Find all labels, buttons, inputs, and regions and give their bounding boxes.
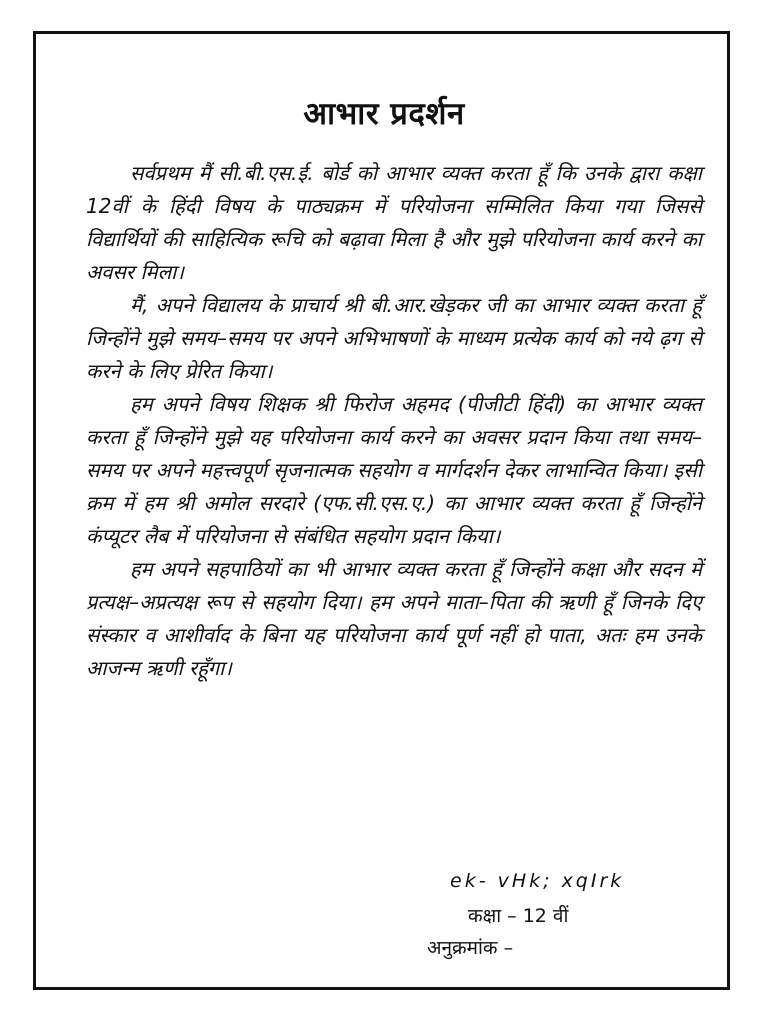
paragraph-3: हम अपने विषय शिक्षक श्री फिरोज अहमद (पीजीटी हिंदी) का आभार व्यक्त करता हूँ जिन्होंने मुझे यह परियोजना कार्य करने का अवसर प्रदान किया तथा समय–समय पर अपने महत्त्वपूर्ण सृजनात्मक सहयोग व मार्गदर्शन देकर लाभान्वित किया। इसी क्रम में हम श्री अमोल सरदारे (एफ.सी.एस.ए.) का आभार व्यक्त करता हूँ जिन्होंने कंप्यूटर लैब में परियोजना से संबंधित सहयोग प्रदान किया। bbox=[86, 392, 702, 548]
signature-name: ek- vHk; xqIrk bbox=[450, 870, 625, 892]
page-title: आभार प्रदर्शन bbox=[303, 96, 465, 132]
signature-class: कक्षा – 12 वीं bbox=[468, 905, 569, 927]
acknowledgement-body bbox=[86, 157, 702, 685]
signature-roll-number: अनुक्रमांक – bbox=[427, 937, 514, 959]
paragraph-2: मैं, अपने विद्यालय के प्राचार्य श्री बी.आर.खेड़कर जी का आभार व्यक्त करता हूँ जिन्होंने मुझे समय–समय पर अपने अभिभाषणों के माध्यम प्रत्येक कार्य को नये ढ़ग से करने के लिए प्रेरित किया। bbox=[86, 293, 702, 383]
paragraph-4: हम अपने सहपाठियों का भी आभार व्यक्त करता हूँ जिन्होंने कक्षा और सदन में प्रत्यक्ष–अप्रत्यक्ष रूप से सहयोग दिया। हम अपने माता–पिता की ऋणी हूँ जिनके दिए संस्कार व आशीर्वाद के बिना यह परियोजना कार्य पूर्ण नहीं हो पाता, अतः हम उनके आजन्म ऋणी रहूँगा। bbox=[86, 557, 702, 680]
paragraph-1: सर्वप्रथम मैं सी.बी.एस.ई. बोर्ड को आभार व्यक्त करता हूँ कि उनके द्वारा कक्षा 12वीं के हिंदी विषय के पाठ्यक्रम में परियोजना सम्मिलित किया गया जिससे विद्यार्थियों की साहित्यिक रूचि को बढ़ावा मिला है और मुझे परियोजना कार्य करने का अवसर मिला। bbox=[86, 161, 702, 284]
